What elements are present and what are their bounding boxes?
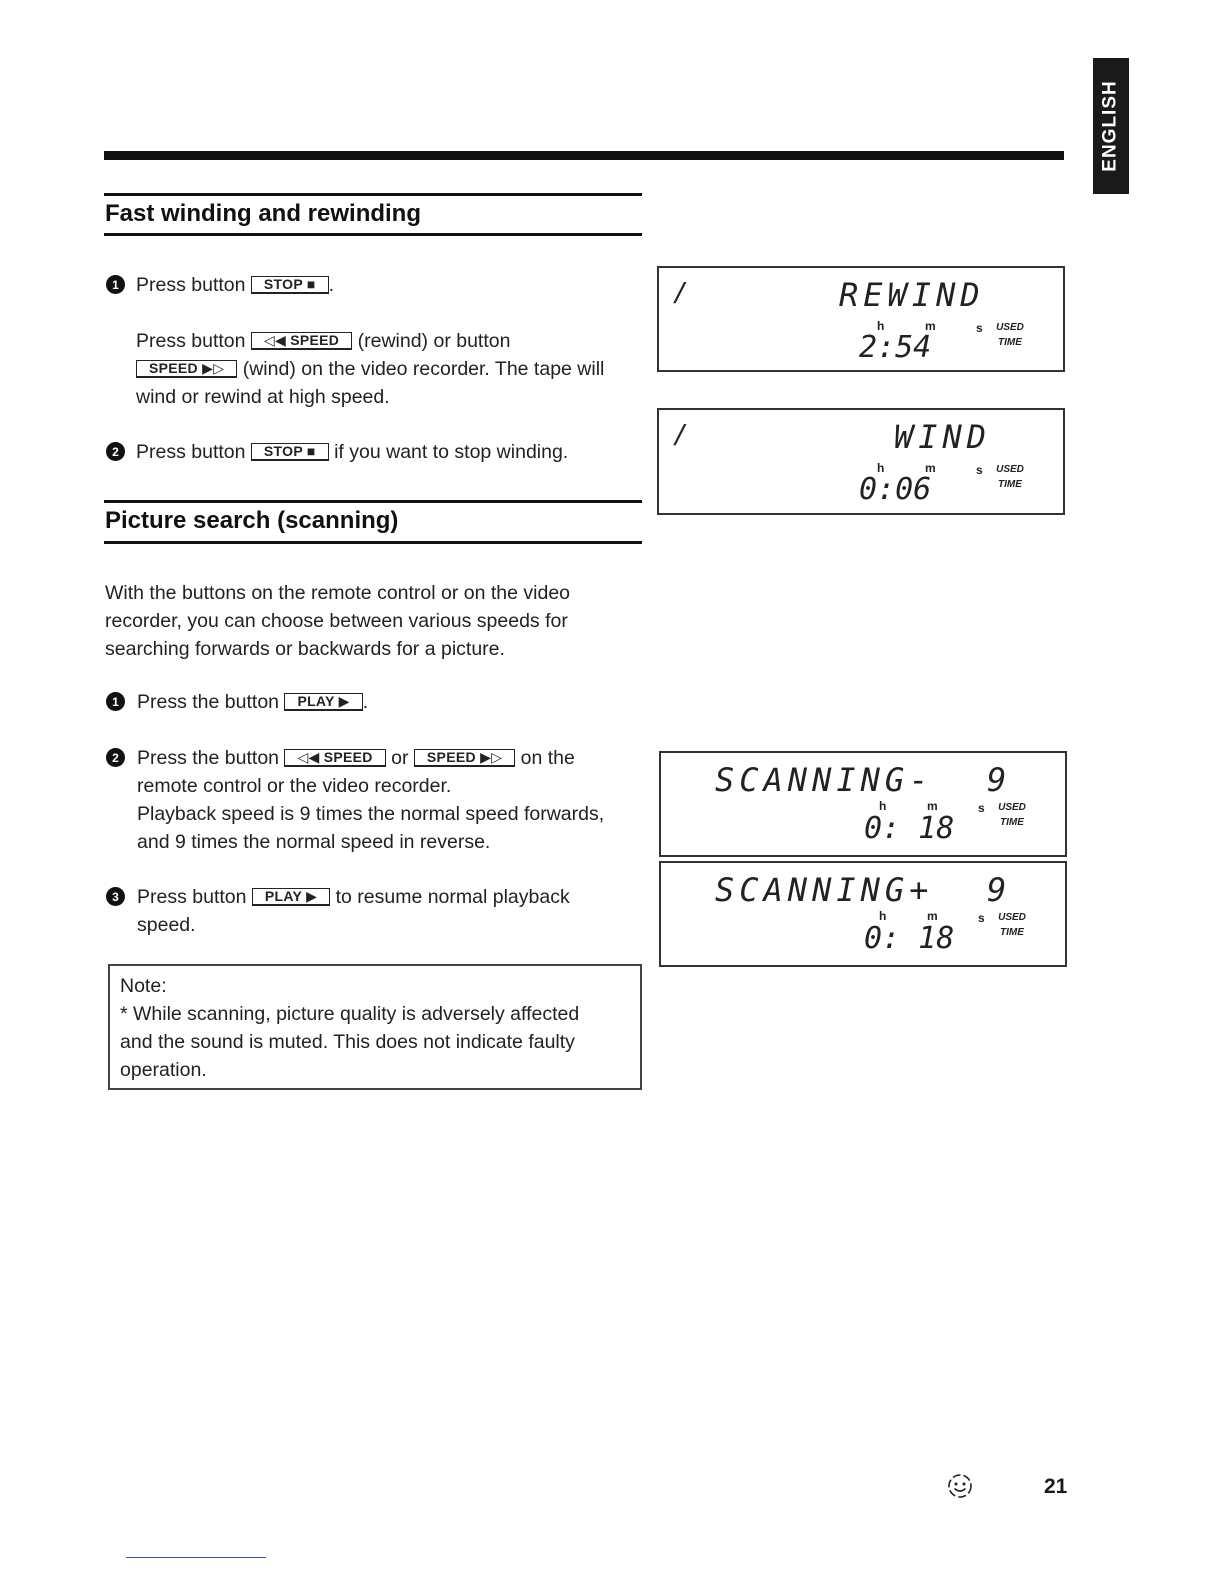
top-rule	[104, 151, 1064, 160]
scan-intro-line2: recorder, you can choose between various speeds for	[105, 610, 568, 632]
display-seconds-label: s	[978, 911, 985, 925]
play-key: PLAY ▶	[252, 888, 330, 906]
note-heading: Note:	[120, 975, 167, 997]
note-line1: * While scanning, picture quality is adversely affected	[120, 1003, 580, 1025]
section-rule-top	[104, 193, 642, 196]
display-speed: 9	[987, 871, 1007, 909]
scan-step2-suffix: on the	[520, 747, 575, 769]
language-tab	[1093, 58, 1129, 194]
scan-step1-prefix: Press the button	[137, 691, 280, 713]
used-time-label: USED TIME	[998, 802, 1026, 828]
section-rule-bottom	[104, 541, 642, 544]
scan-intro	[105, 579, 635, 663]
note-line2: and the sound is muted. This does not indicate faulty	[120, 1031, 575, 1053]
wind-speed-key: SPEED ▶▷	[136, 360, 237, 378]
section-rule-top	[104, 500, 642, 503]
step-bullet-3: 3	[106, 887, 125, 906]
display-mode-text: SCANNING+	[715, 871, 934, 909]
step2-prefix: Press button	[136, 441, 246, 463]
scan-intro-line3: searching forwards or backwards for a picture.	[105, 638, 505, 660]
scan-step2-text	[137, 744, 657, 856]
display-time: 2:54	[859, 330, 932, 365]
used-time-label: USED TIME	[998, 912, 1026, 938]
display-mode-text: WIND	[894, 418, 992, 456]
scan-step3-suffix: to resume normal playback	[335, 886, 570, 908]
section-title-picture-search: Picture search (scanning)	[105, 507, 399, 534]
step-bullet-1: 1	[106, 692, 125, 711]
display-hours-label: h	[879, 909, 887, 923]
scan-intro-line1: With the buttons on the remote control or on the video	[105, 582, 571, 604]
display-seconds-label: s	[978, 801, 985, 815]
display-hours-label: h	[877, 319, 885, 333]
step1-line2-a: Press button	[136, 330, 246, 352]
rewind-speed-key: ◁◀ SPEED	[251, 332, 352, 350]
step-bullet-2: 2	[106, 442, 125, 461]
display-hours-label: h	[879, 799, 887, 813]
scan-step3-text	[137, 883, 657, 939]
step-bullet-1: 1	[106, 275, 125, 294]
stop-key: STOP ■	[251, 443, 329, 461]
display-mark: /	[673, 278, 689, 308]
section-title-fast-winding: Fast winding and rewinding	[105, 200, 421, 227]
vcr-display-rewind	[657, 266, 1065, 372]
scan-step3-line2: speed.	[137, 914, 196, 936]
display-mode-text: SCANNING-	[715, 761, 934, 799]
display-seconds-label: s	[976, 463, 983, 477]
language-tab-label: ENGLISH	[1100, 80, 1122, 172]
footer-rule	[126, 1557, 266, 1558]
scan-step2-line4: and 9 times the normal speed in reverse.	[137, 831, 491, 853]
display-minutes-label: m	[927, 909, 938, 923]
display-hours-label: h	[877, 461, 885, 475]
display-speed: 9	[987, 761, 1007, 799]
play-key: PLAY ▶	[284, 693, 362, 711]
used-time-label: USED TIME	[996, 322, 1024, 348]
stop-key: STOP ■	[251, 276, 329, 294]
scan-step3-prefix: Press button	[137, 886, 247, 908]
wind-speed-key: SPEED ▶▷	[414, 749, 515, 767]
scan-step2-line3: Playback speed is 9 times the normal speed forwards,	[137, 803, 605, 825]
scan-step1-text: Press the button PLAY ▶ .	[137, 691, 369, 713]
used-time-label: USED TIME	[996, 464, 1024, 490]
rewind-speed-key: ◁◀ SPEED	[284, 749, 385, 767]
scan-step2-prefix: Press the button	[137, 747, 280, 769]
section-rule-bottom	[104, 233, 642, 236]
recycle-smiley-icon	[946, 1472, 974, 1500]
scan-step2-or: or	[391, 747, 409, 769]
display-minutes-label: m	[925, 461, 936, 475]
display-mark: /	[673, 420, 689, 450]
note-line3: operation.	[120, 1059, 207, 1081]
display-mode-text: REWIND	[839, 276, 985, 314]
step2-suffix: if you want to stop winding.	[334, 441, 569, 463]
page-number: 21	[1044, 1475, 1068, 1498]
display-time: 0: 18	[864, 921, 955, 956]
step1-details	[136, 327, 646, 411]
display-time: 0:06	[859, 472, 932, 507]
display-time: 0: 18	[864, 811, 955, 846]
scan-step2-line2: remote control or the video recorder.	[137, 775, 452, 797]
step-bullet-2: 2	[106, 748, 125, 767]
step1-text: Press button STOP ■ .	[136, 274, 335, 296]
note-box	[108, 964, 642, 1090]
vcr-display-scan-forward	[659, 861, 1067, 967]
step1-line4: wind or rewind at high speed.	[136, 386, 390, 408]
vcr-display-wind	[657, 408, 1065, 515]
step1-line3: (wind) on the video recorder. The tape will	[242, 358, 605, 380]
display-minutes-label: m	[925, 319, 936, 333]
step2-text	[136, 438, 568, 466]
display-seconds-label: s	[976, 321, 983, 335]
step1-line2-b: (rewind) or button	[357, 330, 511, 352]
step1-prefix: Press button	[136, 274, 246, 296]
vcr-display-scan-reverse	[659, 751, 1067, 857]
display-minutes-label: m	[927, 799, 938, 813]
